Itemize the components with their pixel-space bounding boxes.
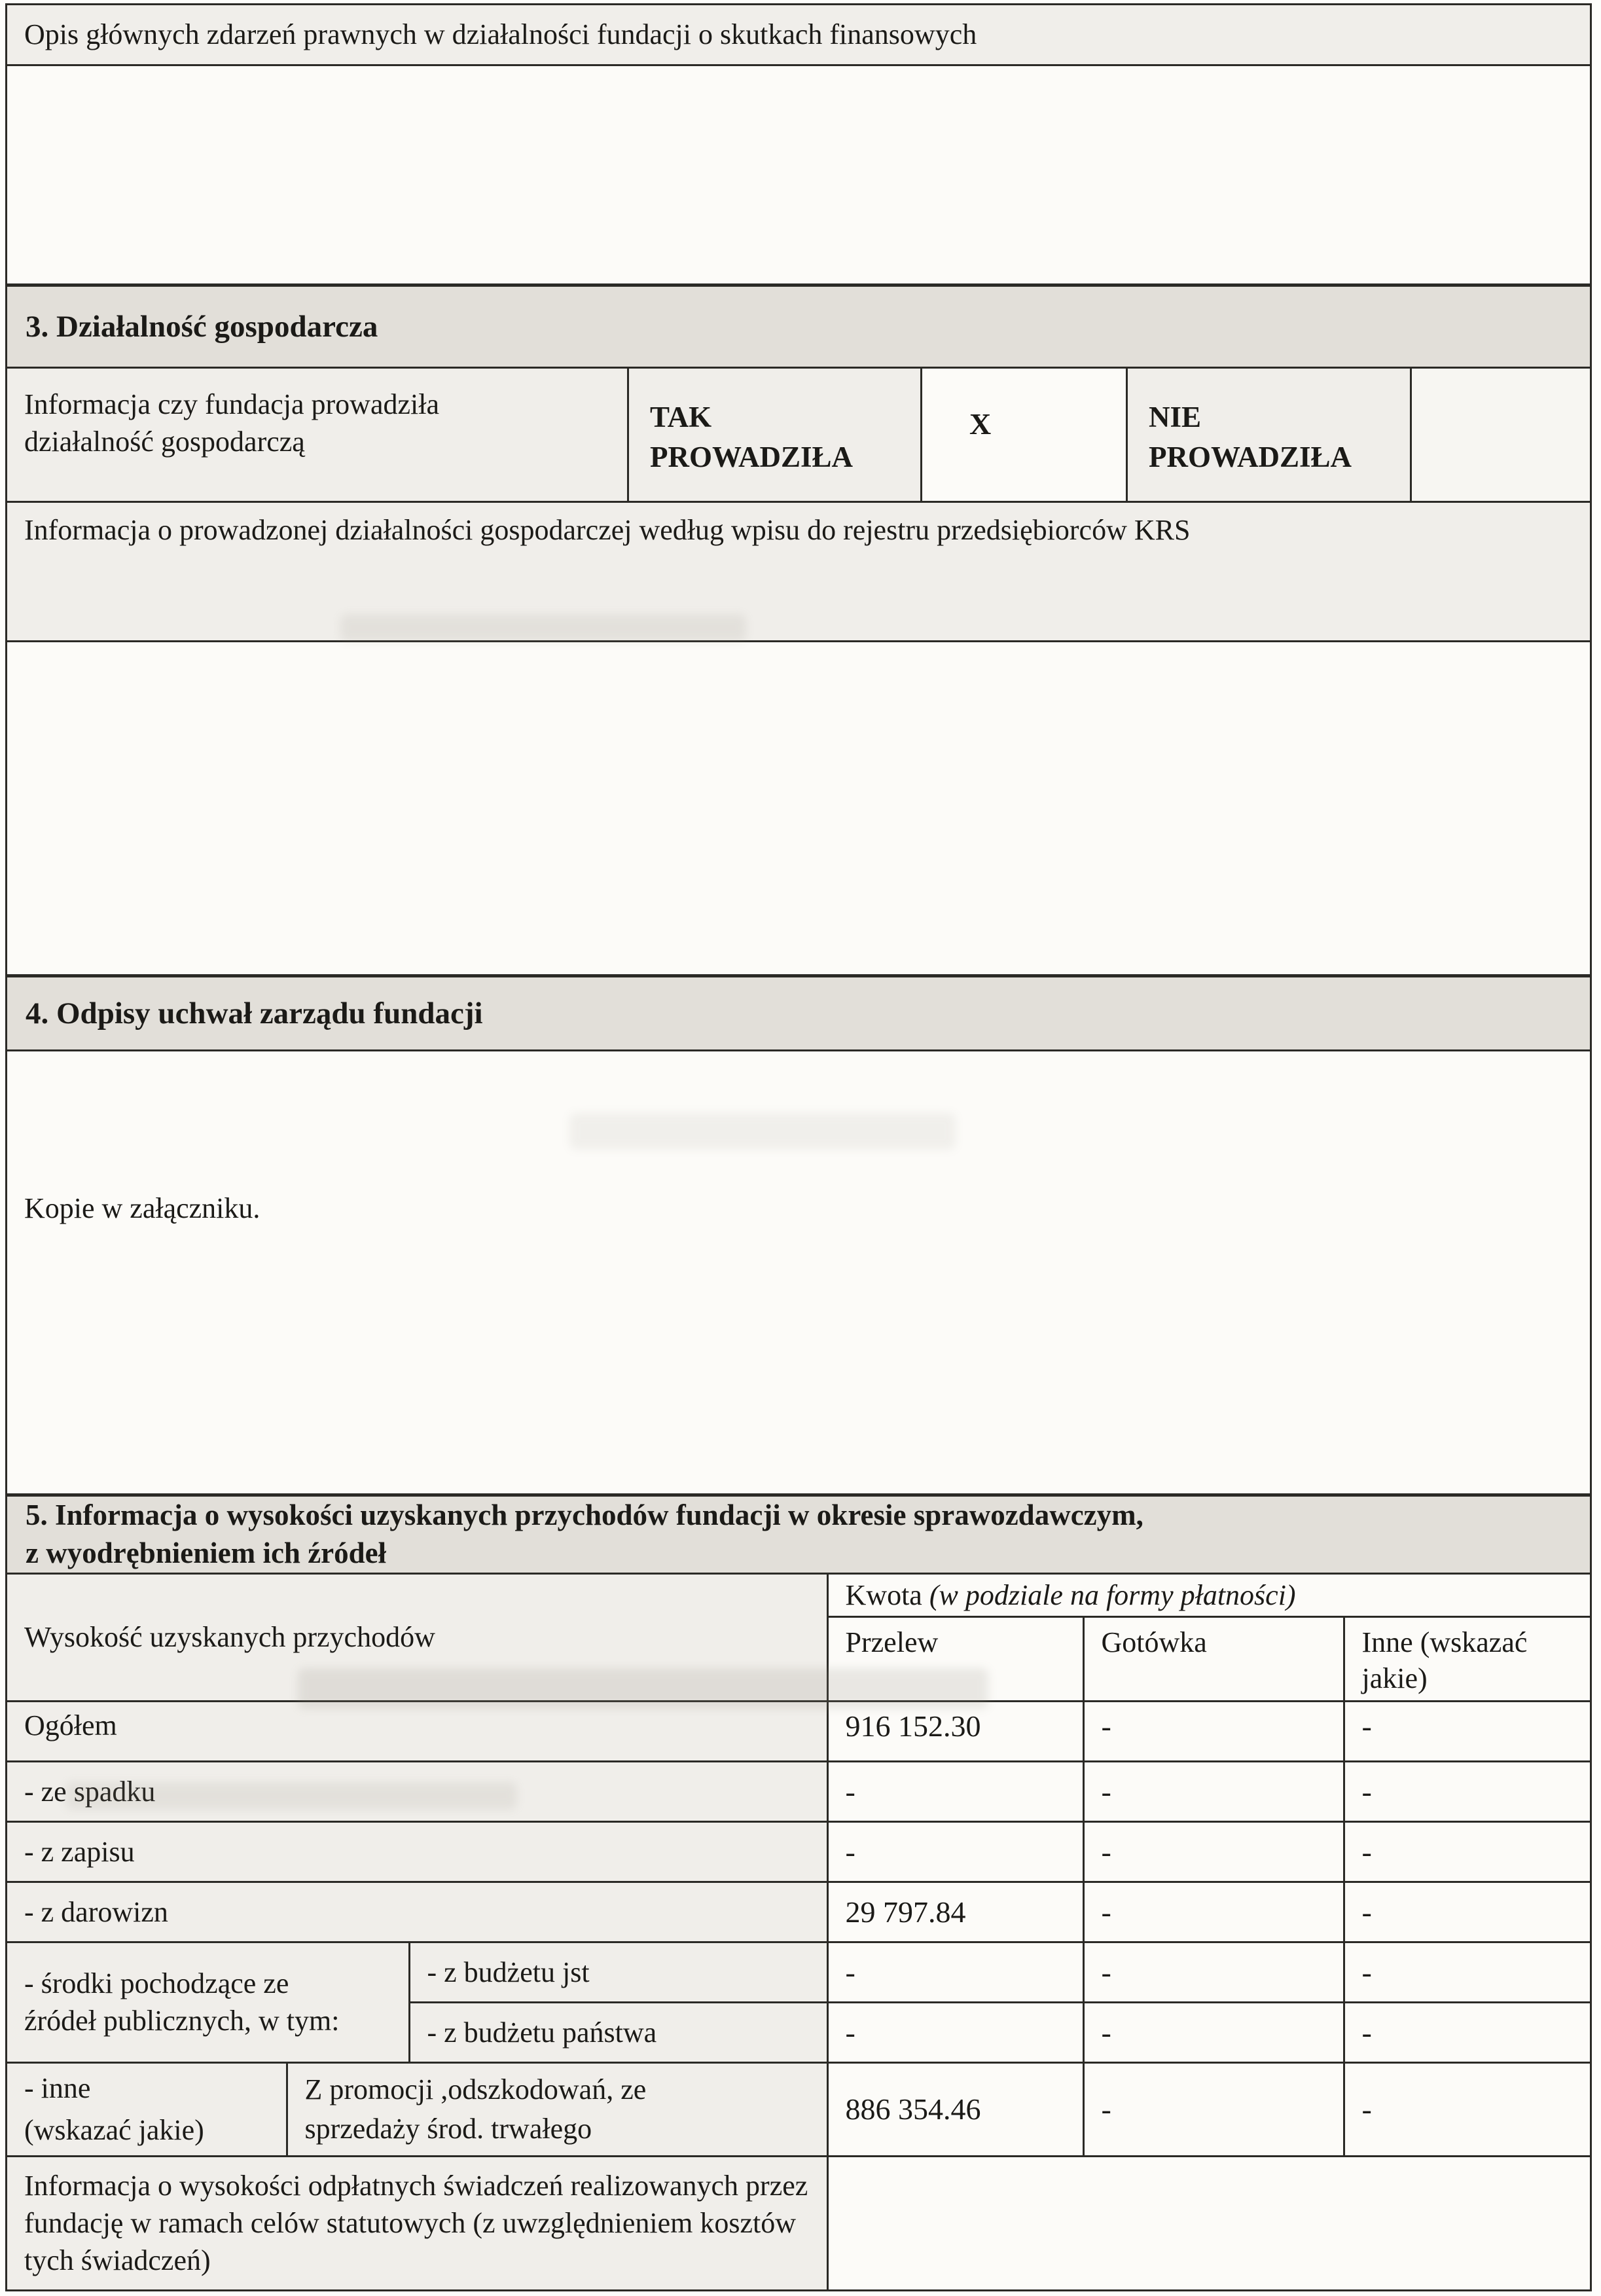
bequest-other-value: - bbox=[1344, 1821, 1590, 1882]
inheritance-cash-value: - bbox=[1083, 1761, 1344, 1821]
row-label-inheritance: - ze spadku bbox=[7, 1761, 827, 1821]
revenue-table-wrap bbox=[7, 1575, 1590, 2289]
legal-events-header-cell bbox=[7, 5, 1590, 66]
krs-info-cell bbox=[7, 503, 1590, 642]
section4-header bbox=[7, 976, 1590, 1051]
amount-header-cell bbox=[827, 1575, 1590, 1617]
option-nie-prowadzila-label: NIE PROWADZIŁA bbox=[1149, 401, 1352, 473]
donations-cash-value: - bbox=[1083, 1882, 1344, 1942]
table-row-inheritance bbox=[7, 1761, 1590, 1821]
amount-header-note: (w podziale na formy płatności) bbox=[929, 1578, 1296, 1611]
table-row-public-funds-jst bbox=[7, 1942, 1590, 2002]
row-label-budget-jst: - z budżetu jst bbox=[409, 1942, 827, 2002]
jst-other-value: - bbox=[1344, 1942, 1590, 2002]
krs-info-label: Informacja o prowadzonej działalności gospodarczej według wpisu do rejestru przedsiębiorców KRS bbox=[24, 514, 1191, 547]
table-row-paid-services bbox=[7, 2156, 1590, 2289]
revenue-table bbox=[7, 1575, 1590, 2289]
section4-title: 4. Odpisy uchwał zarządu fundacji bbox=[26, 996, 483, 1031]
option-nie-prowadzila-cell bbox=[1128, 369, 1412, 501]
row-label-budget-state: - z budżetu państwa bbox=[409, 2002, 827, 2062]
public-funds-label: - środki pochodzące ze źródeł publicznych, w tym: bbox=[24, 1967, 340, 2037]
section5-title-line2: z wyodrębnieniem ich źródeł bbox=[26, 1536, 387, 1569]
state-other-value: - bbox=[1344, 2002, 1590, 2062]
section5-header bbox=[7, 1495, 1590, 1575]
legal-events-label: Opis głównych zdarzeń prawnych w działalności fundacji o skutkach finansowych bbox=[24, 18, 977, 51]
table-row-bequest bbox=[7, 1821, 1590, 1882]
total-transfer-value: 916 152.30 bbox=[827, 1701, 1083, 1761]
business-activity-row bbox=[7, 369, 1590, 503]
row-label-other-sources bbox=[7, 2062, 287, 2156]
other-sources-other-value: - bbox=[1344, 2062, 1590, 2156]
other-sources-label-line2: (wskazać jakie) bbox=[24, 2113, 204, 2146]
jst-transfer-value: - bbox=[827, 1942, 1083, 2002]
other-sources-description: Z promocji ,odszkodowań, ze sprzedaży środ. trwałego bbox=[304, 2073, 647, 2145]
option-tak-prowadzila-cell bbox=[629, 369, 922, 501]
option-tak-prowadzila-label: TAK PROWADZIŁA bbox=[650, 401, 854, 473]
total-cash-value: - bbox=[1083, 1701, 1344, 1761]
tak-checkmark-cell bbox=[922, 369, 1128, 501]
inheritance-transfer-value: - bbox=[827, 1761, 1083, 1821]
column-header-cash: Gotówka bbox=[1083, 1616, 1344, 1701]
tak-checkmark: X bbox=[969, 407, 992, 441]
report-form bbox=[5, 3, 1592, 2291]
table-row-donations bbox=[7, 1882, 1590, 1942]
row-label-paid-services: Informacja o wysokości odpłatnych świadczeń realizowanych przez fundację w ramach celów statutowych (z uwzględnieniem kosztów tych świadczeń) bbox=[7, 2156, 827, 2289]
state-transfer-value: - bbox=[827, 2002, 1083, 2062]
table-row-total bbox=[7, 1701, 1590, 1761]
section3-title: 3. Działalność gospodarcza bbox=[26, 310, 378, 344]
jst-cash-value: - bbox=[1083, 1942, 1344, 2002]
section5-title-line1: 5. Informacja o wysokości uzyskanych przychodów fundacji w okresie sprawozdawczym, bbox=[26, 1499, 1143, 1532]
row-label-donations: - z darowizn bbox=[7, 1882, 827, 1942]
legal-events-value-box bbox=[7, 66, 1590, 285]
row-header-label: Wysokość uzyskanych przychodów bbox=[24, 1621, 435, 1654]
amount-header-label: Kwota bbox=[845, 1578, 922, 1611]
table-row-other-sources bbox=[7, 2062, 1590, 2156]
paid-services-value-cell bbox=[827, 2156, 1590, 2289]
total-other-value: - bbox=[1344, 1701, 1590, 1761]
table-header-row-1 bbox=[7, 1575, 1590, 1617]
other-sources-label-line1: - inne bbox=[24, 2071, 91, 2104]
row-label-public-funds bbox=[7, 1942, 409, 2062]
nie-checkmark-cell bbox=[1412, 369, 1590, 501]
state-cash-value: - bbox=[1083, 2002, 1344, 2062]
business-activity-question-cell bbox=[7, 369, 629, 501]
bequest-transfer-value: - bbox=[827, 1821, 1083, 1882]
business-activity-question: Informacja czy fundacja prowadziła działalność gospodarczą bbox=[24, 388, 439, 458]
column-header-transfer: Przelew bbox=[827, 1616, 1083, 1701]
section4-content-box bbox=[7, 1051, 1590, 1495]
row-header-cell bbox=[7, 1575, 827, 1702]
other-sources-cash-value: - bbox=[1083, 2062, 1344, 2156]
row-label-bequest: - z zapisu bbox=[7, 1821, 827, 1882]
inheritance-other-value: - bbox=[1344, 1761, 1590, 1821]
other-sources-description-cell bbox=[287, 2062, 827, 2156]
krs-value-box bbox=[7, 642, 1590, 976]
donations-transfer-value: 29 797.84 bbox=[827, 1882, 1083, 1942]
section3-header bbox=[7, 285, 1590, 369]
section4-content: Kopie w załączniku. bbox=[24, 1192, 261, 1225]
other-sources-transfer-value: 886 354.46 bbox=[827, 2062, 1083, 2156]
column-header-other: Inne (wskazać jakie) bbox=[1344, 1616, 1590, 1701]
donations-other-value: - bbox=[1344, 1882, 1590, 1942]
bequest-cash-value: - bbox=[1083, 1821, 1344, 1882]
row-label-total: Ogółem bbox=[7, 1701, 827, 1761]
